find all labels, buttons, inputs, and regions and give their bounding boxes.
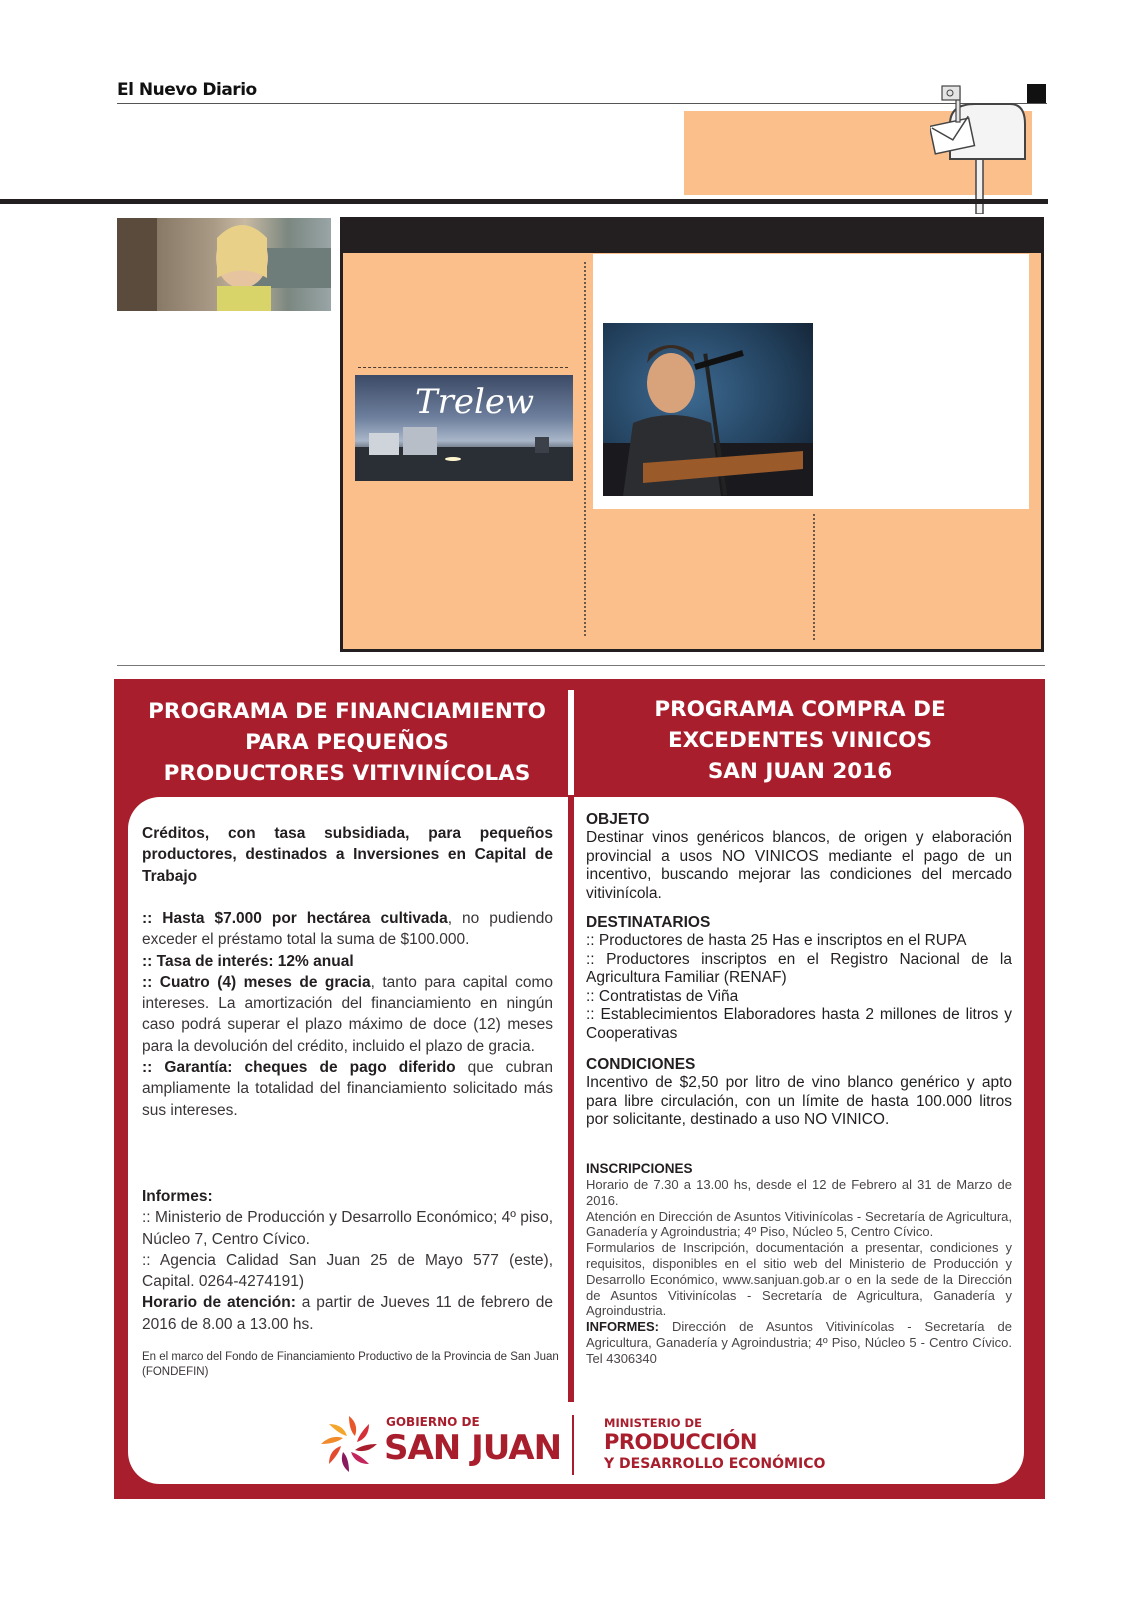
term-text: , tanto para capital como intereses. La amortización del financiamiento en ningún caso podrá superar el plazo máximo de doce (12) meses para la devolución del crédito, incluido el plazo de gracia. bbox=[142, 973, 553, 1055]
boxed-section-header bbox=[340, 217, 1044, 253]
dashed-divider bbox=[358, 367, 568, 368]
ministerio-de-label: MINISTERIO DE bbox=[604, 1416, 702, 1430]
objeto-text: Destinar vinos genéricos blancos, de origen y elaboración provincial a usos NO VINICOS mediante el pago de un incentivo, buscando mejorar las condiciones del mercado vitivinícola. bbox=[586, 829, 1012, 902]
term-text: que cubran ampliamente la totalidad del financiamiento solicitado más sus intereses. bbox=[142, 1059, 554, 1119]
term-bold: :: Garantía: cheques de pago diferido bbox=[142, 1059, 456, 1077]
woman-photo bbox=[117, 218, 331, 311]
horario-label: Horario de atención: bbox=[142, 1294, 296, 1312]
inscripcion-item: Formularios de Inscripción, documentación a presentar, condiciones y requisitos, disponibles en el sitio web del Ministerio de Producción y Desarrollo Económico, www.sanjuan.gob.ar o en la sede de la Dirección de Asuntos Vitivinícolas - Secretaría de Agricultura, Ganadería y Agroindustria. bbox=[586, 1240, 1012, 1319]
trelew-title: Trelew bbox=[415, 382, 535, 422]
objeto-section bbox=[586, 810, 1012, 903]
trelew-photo bbox=[355, 375, 573, 481]
term-item bbox=[142, 951, 553, 972]
destinatarios-section bbox=[586, 913, 1012, 1044]
produccion-logo-text: PRODUCCIÓN bbox=[604, 1430, 757, 1454]
term-bold: :: Hasta $7.000 por hectárea cultivada bbox=[142, 910, 448, 927]
fondefin-footnote: En el marco del Fondo de Financiamiento Productivo de la Provincia de San Juan (FONDEFIN) bbox=[142, 1351, 559, 1378]
san-juan-sun-logo-icon bbox=[318, 1413, 380, 1475]
ad-title-financiamiento bbox=[132, 696, 562, 789]
mailbox-icon bbox=[930, 84, 1030, 214]
term-item bbox=[142, 908, 553, 951]
title-line: EXCEDENTES VINICOS bbox=[668, 728, 932, 753]
financing-informes bbox=[142, 1186, 553, 1335]
san-juan-logo-text: SAN JUAN bbox=[384, 1428, 562, 1468]
destinatario-item: :: Productores de hasta 25 Has e inscriptos en el RUPA bbox=[586, 932, 967, 949]
desarrollo-economico-label: Y DESARROLLO ECONÓMICO bbox=[604, 1456, 826, 1472]
inscripcion-item: Horario de 7.30 a 13.00 hs, desde el 12 de Febrero al 31 de Marzo de 2016. bbox=[586, 1177, 1012, 1208]
informes-address: :: Agencia Calidad San Juan 25 de Mayo 577 (este), Capital. 0264-4274191) bbox=[142, 1251, 553, 1291]
destinatario-item: :: Establecimientos Elaboradores hasta 2 millones de litros y Cooperativas bbox=[586, 1006, 1012, 1042]
horario-text: a partir de Jueves 11 de febrero de 2016 de 8.00 a 13.00 hs. bbox=[142, 1294, 553, 1333]
inscripcion-item: Atención en Dirección de Asuntos Vitivinícolas - Secretaría de Agricultura, Ganadería y Agroindustria; 4º Piso, Núcleo 5, Centro Cívico. bbox=[586, 1208, 1012, 1240]
destinatario-item: :: Productores inscriptos en el Registro Nacional de la Agricultura Familiar (RENAF) bbox=[586, 950, 1012, 987]
ad-title-excedentes bbox=[580, 694, 1020, 787]
gobierno-de-label: GOBIERNO DE bbox=[386, 1415, 480, 1429]
condiciones-section bbox=[586, 1055, 1012, 1130]
destinatario-item: :: Contratistas de Viña bbox=[586, 987, 739, 1005]
title-divider bbox=[568, 690, 574, 795]
section-rule bbox=[117, 665, 1045, 666]
informes-address: :: Ministerio de Producción y Desarrollo Económico; 4º piso, Núcleo 7, Centro Cívico. bbox=[142, 1209, 553, 1248]
section-heading: CONDICIONES bbox=[586, 1056, 696, 1073]
title-line: PROGRAMA COMPRA DE bbox=[654, 697, 946, 722]
term-bold: :: Cuatro (4) meses de gracia bbox=[142, 973, 371, 991]
title-line: PROGRAMA DE FINANCIAMIENTO bbox=[148, 699, 546, 724]
term-item bbox=[142, 972, 553, 1057]
term-item bbox=[142, 1057, 553, 1121]
column-divider bbox=[568, 797, 574, 1402]
term-text: , no pudiendo exceder el préstamo total la suma de $100.000. bbox=[142, 910, 553, 949]
title-line: SAN JUAN 2016 bbox=[707, 759, 893, 784]
logo-divider bbox=[572, 1415, 574, 1475]
section-rule bbox=[0, 199, 1048, 204]
column-divider bbox=[584, 262, 586, 636]
section-heading: OBJETO bbox=[586, 811, 650, 828]
financing-terms bbox=[142, 908, 553, 1121]
financing-intro: Créditos, con tasa subsidiada, para pequeños productores, destinados a Inversiones en Capital de Trabajo bbox=[142, 825, 553, 885]
column-divider bbox=[813, 514, 815, 640]
newspaper-masthead: El Nuevo Diario bbox=[117, 80, 257, 100]
informes-label: Informes: bbox=[142, 1188, 213, 1205]
singer-photo bbox=[603, 323, 813, 496]
title-line: PARA PEQUEÑOS bbox=[245, 730, 449, 755]
condiciones-text: Incentivo de $2,50 por litro de vino blanco genérico y apto para libre circulación, con un límite de hasta 100.000 litros por solicitante, destinado a uso NO VINICO. bbox=[586, 1074, 1012, 1129]
inscripciones-section bbox=[586, 1160, 1012, 1367]
section-heading: INSCRIPCIONES bbox=[586, 1161, 693, 1176]
term-bold: :: Tasa de interés: 12% anual bbox=[142, 952, 354, 970]
informes-label: INFORMES: bbox=[586, 1319, 659, 1335]
title-line: PRODUCTORES VITIVINÍCOLAS bbox=[163, 761, 531, 786]
section-heading: DESTINATARIOS bbox=[586, 914, 711, 931]
informes-text: Dirección de Asuntos Vitivinícolas - Secretaría de Agricultura, Ganadería y Agroindustria; 4º Piso, Núcleo 5 - Centro Cívico. Tel 4306340 bbox=[586, 1319, 1012, 1366]
header-rule bbox=[117, 103, 1047, 104]
